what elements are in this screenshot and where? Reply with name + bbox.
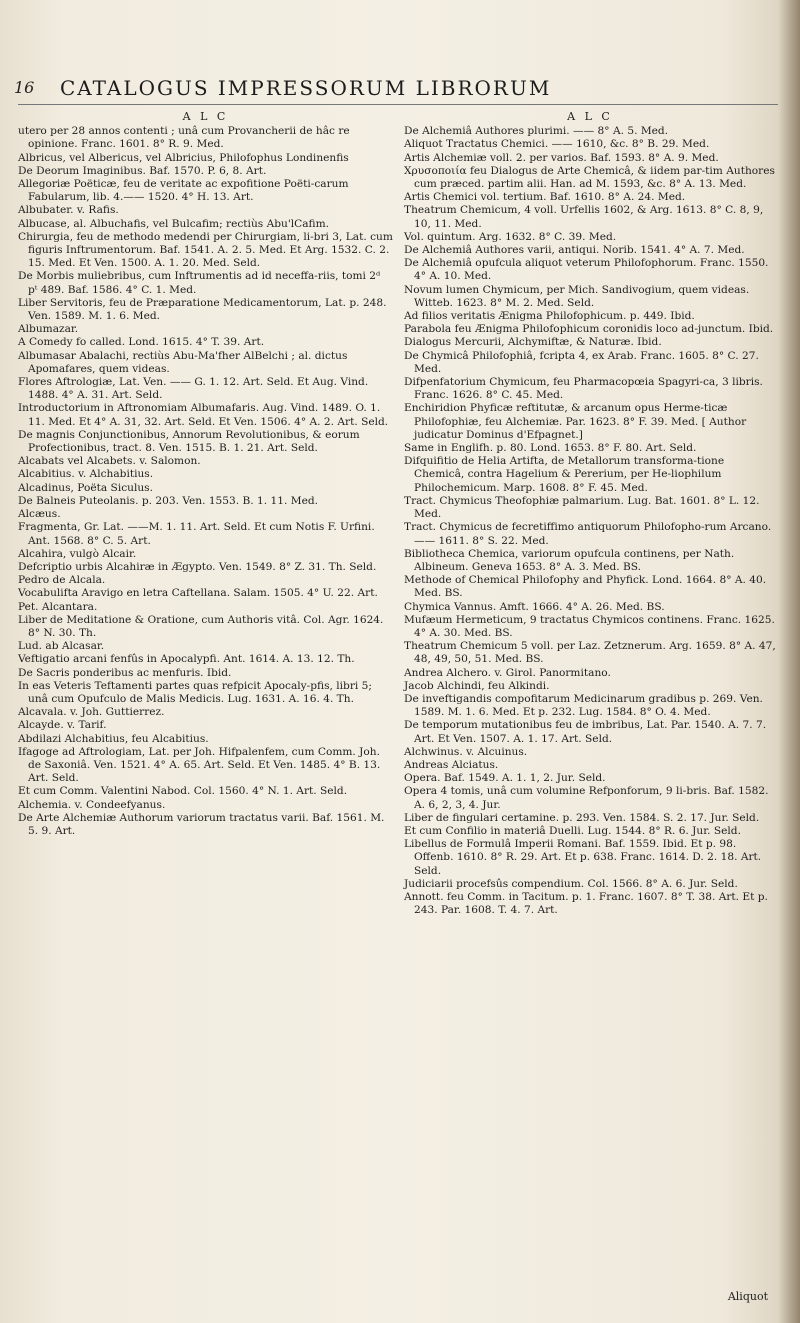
- catalogue-entry: De Alchemiâ opufcula aliquot veterum Philofophorum. Franc. 1550. 4° A. 10. Med.: [404, 257, 769, 283]
- right-column-heading: A L C: [567, 110, 613, 123]
- catalogue-entry: De Morbis muliebribus, cum Inftrumentis ad id neceffa-riis, tomi 2ᵈ pᵗ 489. Baf. 1586. 4° C. 1. Med.: [18, 270, 381, 296]
- catalogue-entry: Ifagoge ad Aftrologiam, Lat. per Joh. Hifpalenfem, cum Comm. Joh. de Saxoniâ. Ven. 1521. 4° A. 65. Art. Seld. Et Ven. 1485. 4° B. 13. Art. Seld.: [18, 745, 381, 785]
- catalogue-entry: Bibliotheca Chemica, variorum opufcula continens, per Nath. Albineum. Geneva 1653. 8° A. 3. Med. BS.: [404, 547, 735, 573]
- catalogue-entry: De temporum mutationibus feu de imbribus, Lat. Par. 1540. A. 7. 7. Art. Et Ven. 1507. A. 1. 17. Art. Seld.: [404, 719, 767, 745]
- catalogue-entry: Albumasar Abalachi, rectiùs Abu-Ma'fher AlBelchi ; al. dictus Apomafares, quem videas.: [18, 349, 348, 375]
- catalogue-entry: Et cum Confilio in materiâ Duelli. Lug. 1544. 8° R. 6. Jur. Seld.: [404, 824, 741, 837]
- left-column-heading: A L C: [182, 110, 229, 123]
- catalogue-entry: Alcabats vel Alcabets. v. Salomon.: [18, 455, 201, 468]
- catalogue-entry: Albumazar.: [18, 323, 79, 336]
- catalogue-entry: Vocabulifta Aravigo en letra Caftellana. Salam. 1505. 4° U. 22. Art.: [18, 587, 378, 600]
- catalogue-entry: Flores Aftrologiæ, Lat. Ven. —— G. 1. 12. Art. Seld. Et Aug. Vind. 1488. 4° A. 31. Art. Seld.: [18, 376, 369, 402]
- catalogue-entry: De Sacris ponderibus ac menfuris. Ibid.: [18, 666, 232, 679]
- right-entries: [404, 125, 776, 917]
- catalogue-entry: Artis Chemici vol. tertium. Baf. 1610. 8° A. 24. Med.: [404, 191, 686, 204]
- catalogue-entry: Veftigatio arcani fenfûs in Apocalypfi. Ant. 1614. A. 13. 12. Th.: [18, 653, 355, 666]
- catalogue-entry: Novum lumen Chymicum, per Mich. Sandivogium, quem videas. Witteb. 1623. 8° M. 2. Med. Seld.: [404, 283, 750, 309]
- catalogue-entry: Enchiridion Phyficæ reftitutæ, & arcanum opus Herme-ticæ Philofophiæ, feu Alchemiæ. Par. 1623. 8° F. 39. Med. [ Author judicatur Dominus d'Efpagnet.]: [404, 402, 747, 441]
- catalogue-entry: Vol. quintum. Arg. 1632. 8° C. 39. Med.: [404, 230, 617, 243]
- catalogue-entry: Andrea Alchero. v. Girol. Panormitano.: [404, 666, 611, 679]
- catalogue-entry: Albricus, vel Albericus, vel Albricius, Philofophus Londinenfis: [18, 151, 349, 164]
- catalogue-entry: De inveftigandis compofitarum Medicinarum gradibus p. 269. Ven. 1589. M. 1. 6. Med. Et p. 232. Lug. 1584. 8° O. 4. Med.: [404, 692, 763, 719]
- catalogue-entry: Pedro de Alcala.: [18, 574, 106, 587]
- catalogue-entry: Liber Servitoris, feu de Præparatione Medicamentorum, Lat. p. 248. Ven. 1589. M. 1. 6. Med.: [18, 296, 387, 323]
- catalogue-entry: Et cum Comm. Valentini Nabod. Col. 1560. 4° N. 1. Art. Seld.: [18, 785, 348, 798]
- catalogue-entry: Albubater. v. Rafis.: [18, 204, 119, 217]
- catalogue-entry: Pet. Alcantara.: [18, 600, 98, 613]
- catalogue-entry: Ad filios veritatis Ænigma Philofophicum. p. 449. Ibid.: [404, 310, 695, 323]
- catalogue-entry: De Alchemiâ Authores varii, antiqui. Norib. 1541. 4° A. 7. Med.: [404, 244, 745, 257]
- catalogue-entry: Liber de fingulari certamine. p. 293. Ven. 1584. S. 2. 17. Jur. Seld.: [404, 811, 760, 824]
- right-column: [404, 110, 776, 917]
- catalogue-entry: Opera 4 tomis, unâ cum volumine Refponforum, 9 li-bris. Baf. 1582. A. 6, 2, 3, 4. Jur.: [404, 785, 769, 811]
- catalogue-entry: Theatrum Chemicum, 4 voll. Urfellis 1602, & Arg. 1613. 8° C. 8, 9, 10, 11. Med.: [404, 204, 764, 230]
- catalogue-entry: De Alchemiâ Authores plurimi. —— 8° A. 5. Med.: [404, 125, 669, 138]
- catalogue-entry: Alchemia. v. Condeefyanus.: [18, 798, 166, 811]
- catalogue-entry: De Arte Alchemiæ Authorum variorum tractatus varii. Baf. 1561. M. 5. 9. Art.: [18, 811, 385, 837]
- catalogue-entry: Fragmenta, Gr. Lat. ——M. 1. 11. Art. Seld. Et cum Notis F. Urfini. Ant. 1568. 8° C. 5. Art.: [18, 521, 375, 547]
- catalogue-entry: Χρυσοποιία feu Dialogus de Arte Chemicâ, & iidem par-tim Authores cum præced. partim alii. Han. ad M. 1593, &c. 8° A. 13. Med.: [404, 164, 775, 191]
- catalogue-entry: Introductorium in Aftronomiam Albumafaris. Aug. Vind. 1489. O. 1. 11. Med. Et 4° A. 31, 32. Art. Seld. Et Ven. 1506. 4° A. 2. Art. Seld.: [18, 402, 389, 428]
- catalogue-entry: Alcabitius. v. Alchabitius.: [18, 468, 154, 481]
- catalogue-entry: Chymica Vannus. Amft. 1666. 4° A. 26. Med. BS.: [404, 600, 665, 613]
- catalogue-entry: Alchwinus. v. Alcuinus.: [404, 745, 528, 758]
- catalogue-entry: Albucase, al. Albuchafis, vel Bulcafim; rectiùs Abu'lCafim.: [18, 217, 330, 230]
- catalogue-entry: Tract. Chymicus Theofophiæ palmarium. Lug. Bat. 1601. 8° L. 12. Med.: [404, 494, 760, 521]
- catalogue-entry: Allegoriæ Poëticæ, feu de veritate ac expofitione Poëti-carum Fabularum, lib. 4.—— 1520. 4° H. 13. Art.: [18, 178, 349, 204]
- catalogue-entry: De Deorum Imaginibus. Baf. 1570. P. 6, 8. Art.: [18, 164, 267, 177]
- left-column: [18, 110, 393, 838]
- catalogue-entry: Abdilazi Alchabitius, feu Alcabitius.: [18, 732, 209, 745]
- catalogue-entry: Artis Alchemiæ voll. 2. per varios. Baf. 1593. 8° A. 9. Med.: [404, 151, 719, 164]
- catalogue-entry: Difpenfatorium Chymicum, feu Pharmacopœia Spagyri-ca, 3 libris. Franc. 1626. 8° C. 45. Med.: [404, 376, 763, 402]
- catalogue-entry: Jacob Alchindi, feu Alkindi.: [404, 679, 550, 692]
- catalogue-entry: Judiciarii procefsûs compendium. Col. 1566. 8° A. 6. Jur. Seld.: [404, 877, 738, 890]
- catalogue-entry: Alcadinus, Poëta Siculus.: [18, 481, 153, 494]
- catalogue-entry: utero per 28 annos contenti ; unâ cum Provancherii de hâc re opinione. Franc. 1601. 8° R. 9. Med.: [18, 125, 350, 151]
- catalogue-entry: Alcæus.: [18, 508, 61, 521]
- catalogue-entry: Mufæum Hermeticum, 9 tractatus Chymicos continens. Franc. 1625. 4° A. 30. Med. BS.: [404, 613, 775, 639]
- catalogue-entry: Aliquot Tractatus Chemici. —— 1610, &c. 8° B. 29. Med.: [404, 138, 710, 151]
- catalogue-entry: A Comedy fo called. Lond. 1615. 4° T. 39. Art.: [18, 336, 265, 349]
- left-entries: [18, 125, 393, 838]
- catalogue-entry: Annott. feu Comm. in Tacitum. p. 1. Franc. 1607. 8° T. 38. Art. Et p. 243. Par. 1608. T. 4. 7. Art.: [404, 890, 768, 917]
- catalogue-entry: Tract. Chymicus de fecretiffimo antiquorum Philofopho-rum Arcano. —— 1611. 8° S. 22. Med.: [404, 521, 772, 547]
- catalogue-entry: Defcriptio urbis Alcahiræ in Ægypto. Ven. 1549. 8° Z. 31. Th. Seld.: [18, 560, 377, 573]
- catalogue-entry: Dialogus Mercurii, Alchymiftæ, & Naturæ. Ibid.: [404, 336, 662, 349]
- catalogue-entry: Same in Englifh. p. 80. Lond. 1653. 8° F. 80. Art. Seld.: [404, 442, 697, 455]
- catalogue-entry: Difquifitio de Helia Artifta, de Metallorum transforma-tione Chemicâ, contra Hagelium & Pererium, per He-liophilum Philochemicum. Marp. 1608. 8° F. 45. Med.: [404, 455, 725, 494]
- catalogue-entry: Lud. ab Alcasar.: [18, 640, 105, 653]
- page-header: [0, 76, 800, 106]
- catalogue-entry: Chirurgia, feu de methodo medendi per Chirurgiam, li-bri 3, Lat. cum figuris Inftrumentorum. Baf. 1541. A. 2. 5. Med. Et Arg. 1532. C. 2. 15. Med. Et Ven. 1500. A. 1. 20. Med. Seld.: [18, 230, 393, 270]
- catalogue-entry: Theatrum Chemicum 5 voll. per Laz. Zetznerum. Arg. 1659. 8° A. 47, 48, 49, 50, 51. Med. BS.: [404, 640, 776, 666]
- running-title: CATALOGUS IMPRESSORUM LIBRORUM: [60, 76, 552, 100]
- catalogue-entry: Parabola feu Ænigma Philofophicum coronidis loco ad-junctum. Ibid.: [404, 323, 774, 336]
- catalogue-entry: Opera. Baf. 1549. A. 1. 1, 2. Jur. Seld.: [404, 772, 606, 785]
- catchword: Aliquot: [727, 1290, 768, 1303]
- catalogue-entry: De Balneis Puteolanis. p. 203. Ven. 1553. B. 1. 11. Med.: [18, 494, 318, 507]
- catalogue-entry: Alcavala. v. Joh. Guttierrez.: [18, 706, 165, 719]
- header-rule: [18, 104, 778, 105]
- page-number: 16: [14, 78, 35, 97]
- catalogue-entry: Libellus de Formulâ Imperii Romani. Baf. 1559. Ibid. Et p. 98. Offenb. 1610. 8° R. 29. Art. Et p. 638. Franc. 1614. D. 2. 18. Art. Seld.: [404, 838, 762, 877]
- catalogue-entry: De magnis Conjunctionibus, Annorum Revolutionibus, & eorum Profectionibus, tract. 8. Ven. 1515. B. 1. 21. Art. Seld.: [18, 428, 360, 455]
- catalogue-entry: Andreas Alciatus.: [404, 758, 499, 771]
- catalogue-entry: Alcahira, vulgò Alcair.: [18, 547, 137, 560]
- catalogue-entry: In eas Veteris Teftamenti partes quas refpicit Apocaly-pfis, libri 5; unâ cum Opufculo de Malis Medicis. Lug. 1631. A. 16. 4. Th.: [18, 679, 372, 705]
- catalogue-entry: Methode of Chemical Philofophy and Phyfick. Lond. 1664. 8° A. 40. Med. BS.: [404, 574, 767, 600]
- catalogue-entry: Liber de Meditatione & Oratione, cum Authoris vitâ. Col. Agr. 1624. 8° N. 30. Th.: [18, 613, 384, 639]
- catalogue-entry: De Chymicâ Philofophiâ, fcripta 4, ex Arab. Franc. 1605. 8° C. 27. Med.: [404, 349, 759, 375]
- catalogue-entry: Alcayde. v. Tarif.: [18, 719, 107, 732]
